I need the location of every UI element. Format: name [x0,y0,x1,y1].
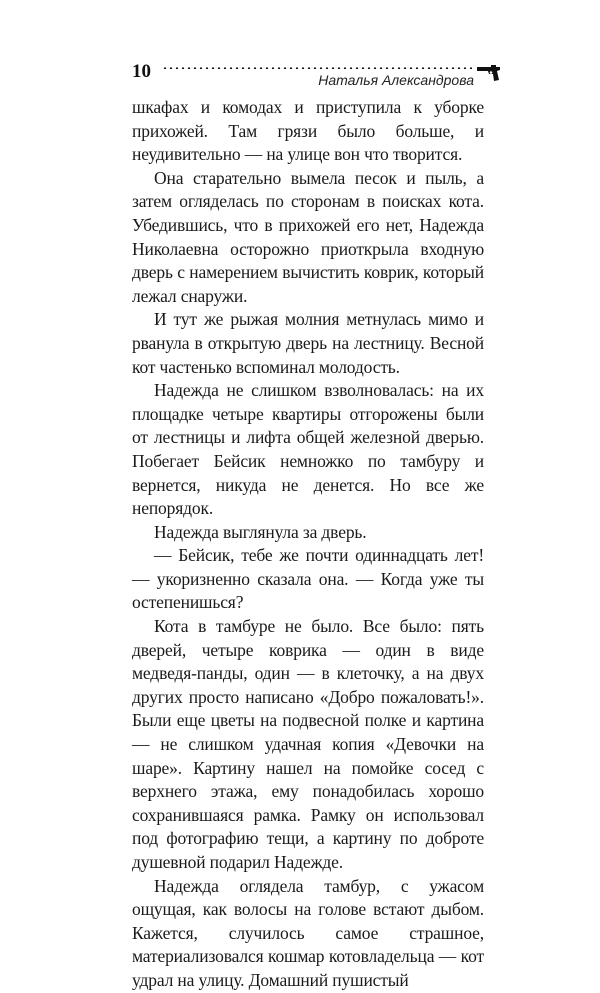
paragraph: Надежда выглянула за дверь. [154,521,367,542]
paragraph: И тут же рыжая молния метнулась мимо и рванула в открытую дверь на лестницу. Весной кот частенько вспоминал молодость. [132,309,484,377]
revolver-icon [476,60,502,84]
paragraph: Надежда оглядела тамбур, с ужасом ощущая, как волосы на голове встают дыбом. Кажется, случилось самое страшное, материализовался кошмар котовладельца — кот удрал на улицу. Домашний пушистый [132,875,484,990]
running-header [132,60,502,90]
dotted-rule [162,67,472,69]
paragraph: — Бейсик, тебе же почти одиннадцать лет! — укоризненно сказала она. — Когда уже ты остепенишься? [132,545,484,613]
page-number: 10 [132,61,151,82]
paragraph: Она старательно вымела песок и пыль, а затем огляделась по сторонам в поисках кота. Убедившись, что в прихожей его нет, Надежда Николаевна осторожно приоткрыла входную дверь с намерением вычистить коврик, который лежал снаружи. [132,167,484,306]
paragraph: шкафах и комодах и приступила к уборке прихожей. Там грязи было больше, и неудивительно — на улице вон что творится. [132,97,484,165]
paragraph: Надежда не слишком взволновалась: на их площадке четыре квартиры отгорожены были от лестницы и лифта общей железной дверью. Побегает Бейсик немножко по тамбуру и вернется, никуда не денется. Но все же непорядок. [132,380,484,519]
body-text [132,96,484,993]
paragraph: Кота в тамбуре не было. Все было: пять дверей, четыре коврика — один в виде медведя-панды, один — в клеточку, а на двух других просто написано «Добро пожаловать!». Были еще цветы на подвесной полке и картина — не слишком удачная копия «Девочки на шаре». Картину нашел на помойке сосед с верхнего этажа, ему понадобилась хорошо сохранившаяся рамка. Рамку он использовал под фотографию тещи, а картину по доброте душевной подарил Надежде. [132,616,484,872]
running-head-author: Наталья Александрова [318,72,474,88]
